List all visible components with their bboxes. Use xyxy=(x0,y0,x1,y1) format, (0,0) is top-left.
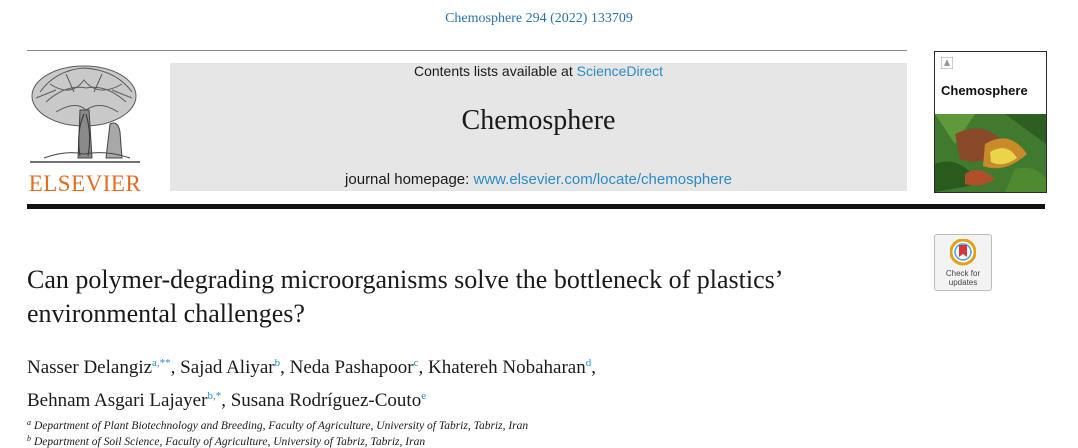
affiliation-label: a xyxy=(27,418,31,427)
author-entry[interactable] xyxy=(428,357,591,378)
author-name: Behnam Asgari Lajayer xyxy=(27,390,208,411)
elsevier-tree-icon xyxy=(26,62,144,170)
author-separator: , xyxy=(591,357,596,378)
author-separator: , xyxy=(280,357,290,378)
check-label-line1: Check for xyxy=(945,269,981,278)
author-affiliation-marker[interactable]: a,** xyxy=(152,357,171,369)
author-entry[interactable] xyxy=(27,390,221,411)
author-name: Susana Rodríguez-Couto xyxy=(230,390,422,411)
author-name: Nasser Delangiz xyxy=(27,357,153,378)
header-thick-divider xyxy=(27,204,1045,209)
author-affiliation-marker[interactable]: d xyxy=(585,357,592,369)
journal-cover[interactable] xyxy=(934,51,1047,193)
author-entry[interactable] xyxy=(27,357,171,378)
check-for-updates-button[interactable] xyxy=(934,234,992,291)
author-separator: , xyxy=(418,357,429,378)
author-name: Neda Pashapoor xyxy=(289,357,414,378)
cover-leaf-image xyxy=(935,114,1046,192)
affiliation-text: Department of Plant Biotechnology and Breeding, Faculty of Agriculture, University of Tabriz, Tabriz, Iran xyxy=(34,420,529,432)
author-name: Sajad Aliyar xyxy=(180,357,275,378)
homepage-prefix: journal homepage: xyxy=(345,171,474,188)
author-affiliation-marker[interactable]: b xyxy=(274,357,281,369)
elsevier-mini-icon xyxy=(941,57,953,69)
journal-name: Chemosphere xyxy=(461,105,616,136)
journal-banner xyxy=(170,63,907,191)
author-affiliation-marker[interactable]: b,* xyxy=(207,390,222,402)
affiliation-line xyxy=(27,434,425,448)
affiliation-line xyxy=(27,418,528,432)
journal-citation[interactable]: Chemosphere 294 (2022) 133709 xyxy=(445,11,633,26)
author-entry[interactable] xyxy=(231,390,426,411)
author-entry[interactable] xyxy=(180,357,280,378)
contents-prefix: Contents lists available at xyxy=(413,63,577,79)
homepage-line xyxy=(170,171,907,188)
sciencedirect-link[interactable]: ScienceDirect xyxy=(576,63,663,79)
check-label-line2: updates xyxy=(948,278,978,287)
elsevier-wordmark: ELSEVIER xyxy=(28,171,142,196)
contents-line xyxy=(170,63,907,79)
author-list xyxy=(27,349,927,415)
author-affiliation-marker[interactable]: e xyxy=(421,390,427,402)
affiliation-label: b xyxy=(27,434,31,443)
author-affiliation-marker[interactable]: c xyxy=(413,357,419,369)
affiliation-text: Department of Soil Science, Faculty of Agriculture, University of Tabriz, Tabriz, Iran xyxy=(34,436,426,448)
journal-homepage-link[interactable]: www.elsevier.com/locate/chemosphere xyxy=(473,171,732,188)
article-title: Can polymer-degrading microorganisms solve the bottleneck of plastics’ environmental challenges? xyxy=(27,265,782,328)
check-for-updates-label xyxy=(935,269,991,287)
author-separator: , xyxy=(221,390,231,411)
author-separator: , xyxy=(170,357,181,378)
author-entry[interactable] xyxy=(290,357,419,378)
bookmark-badge-icon xyxy=(950,239,976,267)
elsevier-logo[interactable] xyxy=(26,62,144,194)
header-divider xyxy=(27,50,907,51)
author-name: Khatereh Nobaharan xyxy=(428,357,586,378)
cover-title: Chemosphere xyxy=(941,83,1028,98)
